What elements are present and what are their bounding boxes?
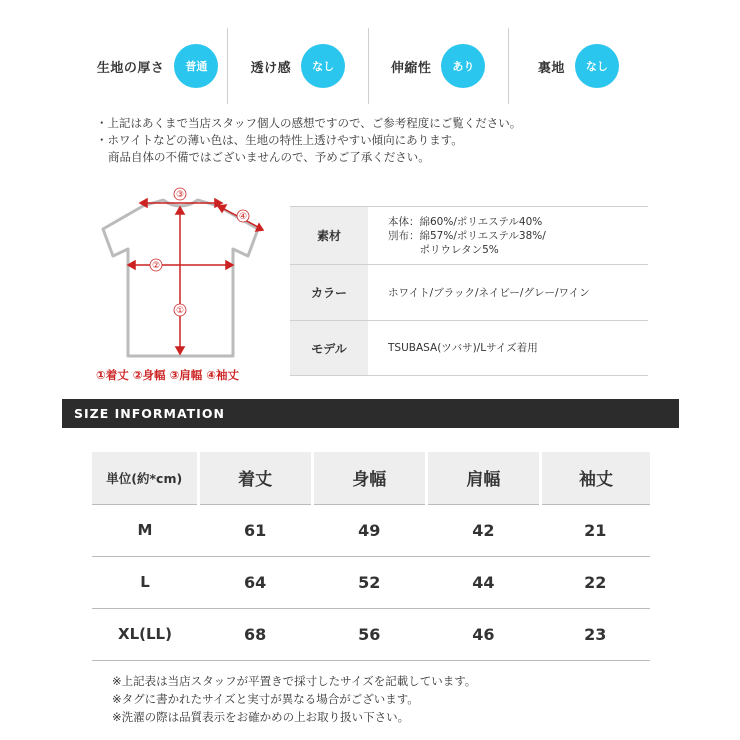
spec-row-material — [290, 206, 648, 264]
feature-thickness — [88, 28, 228, 104]
footnotes — [112, 672, 476, 726]
spec-row-color — [290, 264, 648, 320]
size-value: 44 — [426, 556, 540, 608]
feature-transparency — [228, 28, 368, 104]
tshirt-measurement-diagram — [88, 184, 278, 384]
size-value: 64 — [198, 556, 312, 608]
table-row — [92, 608, 650, 660]
size-table-header — [92, 452, 650, 504]
notes — [96, 115, 521, 166]
header-sleeve: 袖丈 — [540, 452, 650, 504]
size-value: 22 — [540, 556, 650, 608]
feature-label: 裏地 — [537, 60, 565, 76]
table-row — [92, 504, 650, 556]
spec-value — [368, 207, 648, 264]
size-value: 49 — [312, 504, 426, 556]
marker-sleeve: ④ — [238, 212, 248, 222]
size-information-heading: SIZE INFORMATION — [62, 399, 679, 428]
feature-lining — [509, 28, 648, 104]
spec-key: 素材 — [290, 207, 368, 264]
spec-line: 本体：綿60%/ポリエステル40% — [388, 215, 543, 228]
table-row — [92, 556, 650, 608]
size-value: 23 — [540, 608, 650, 660]
spec-key: モデル — [290, 321, 368, 375]
feature-badge: あり — [441, 44, 485, 88]
fabric-features — [88, 28, 648, 104]
spec-line: ポリウレタン5% — [388, 243, 499, 256]
size-value: 52 — [312, 556, 426, 608]
size-value: 46 — [426, 608, 540, 660]
marker-chest: ② — [151, 261, 161, 271]
spec-row-model — [290, 320, 648, 376]
size-value: 68 — [198, 608, 312, 660]
diagram-caption: ①着丈 ②身幅 ③肩幅 ④袖丈 — [96, 368, 239, 382]
spec-table — [290, 206, 648, 376]
header-length: 着丈 — [198, 452, 312, 504]
spec-value — [368, 321, 648, 375]
feature-label: 生地の厚さ — [96, 60, 165, 76]
marker-shoulder: ③ — [175, 190, 185, 200]
feature-stretch — [369, 28, 509, 104]
note-line: 商品自体の不備ではございませんので、予めご了承ください。 — [108, 150, 430, 164]
header-chest: 身幅 — [312, 452, 426, 504]
size-value: 42 — [426, 504, 540, 556]
size-label: M — [92, 504, 198, 556]
note-line: ・ホワイトなどの薄い色は、生地の特性上透けやすい傾向にあります。 — [96, 133, 463, 147]
footnote-line: ※洗濯の際は品質表示をお確かめの上お取り扱い下さい。 — [112, 710, 410, 724]
spec-value — [368, 265, 648, 320]
size-label: XL(LL) — [92, 608, 198, 660]
feature-badge: なし — [575, 44, 619, 88]
feature-badge: 普通 — [174, 44, 218, 88]
spec-key: カラー — [290, 265, 368, 320]
size-value: 21 — [540, 504, 650, 556]
spec-line: 別布：綿57%/ポリエステル38%/ — [388, 229, 546, 242]
size-table — [92, 452, 650, 661]
feature-label: 透け感 — [250, 60, 292, 76]
note-line: ・上記はあくまで当店スタッフ個人の感想ですので、ご参考程度にご覧ください。 — [96, 116, 522, 130]
marker-length: ① — [175, 306, 185, 316]
header-unit: 単位(約*cm) — [92, 452, 198, 504]
feature-badge: なし — [301, 44, 345, 88]
footnote-line: ※上記表は当店スタッフが平置きで採寸したサイズを記載しています。 — [112, 674, 477, 688]
spec-line: ホワイト/ブラック/ネイビー/グレー/ワイン — [388, 286, 590, 299]
size-value: 56 — [312, 608, 426, 660]
header-shoulder: 肩幅 — [426, 452, 540, 504]
size-value: 61 — [198, 504, 312, 556]
footnote-line: ※タグに書かれたサイズと実寸が異なる場合がございます。 — [112, 692, 419, 706]
feature-label: 伸縮性 — [390, 60, 432, 76]
size-label: L — [92, 556, 198, 608]
spec-line: TSUBASA(ツバサ)/Lサイズ着用 — [388, 342, 538, 354]
